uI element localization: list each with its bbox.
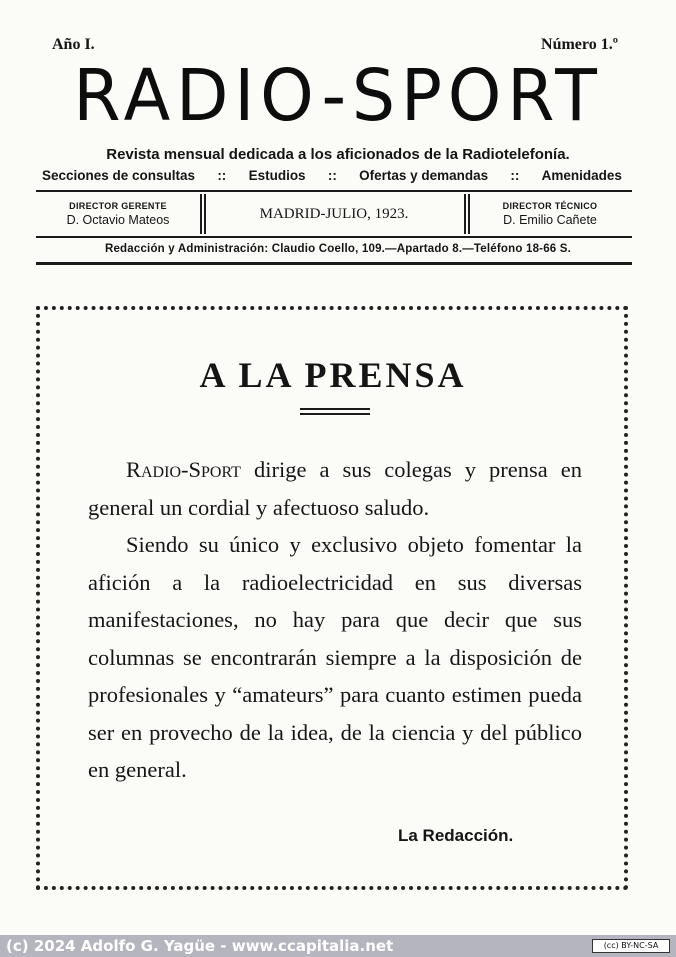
copyright-text: (c) 2024 Adolfo G. Yagüe - www.ccapitalia.net — [6, 937, 394, 955]
director-tecnico-title: DIRECTOR TÉCNICO — [502, 201, 598, 211]
divider — [200, 194, 202, 234]
issue-number: Número 1.º — [541, 36, 618, 53]
director-tecnico-name: D. Emilio Cañete — [503, 213, 597, 227]
tagline: Revista mensual dedicada a los aficionados de la Radiotelefonía. — [106, 146, 570, 163]
article-body — [88, 451, 582, 789]
section-estudios: Estudios — [248, 168, 306, 183]
separator: :: — [217, 168, 227, 183]
paragraph — [88, 451, 582, 526]
section-consultas: Secciones de consultas — [42, 168, 196, 183]
section-ofertas: Ofertas y demandas — [359, 168, 489, 183]
signature: La Redacción. — [398, 826, 514, 845]
separator: :: — [327, 168, 337, 183]
masthead-title: RADIO-SPORT — [73, 54, 603, 137]
director-tecnico — [468, 192, 632, 236]
license-badge: (cc) BY-NC-SA — [592, 939, 670, 953]
director-gerente-title: DIRECTOR GERENTE — [69, 201, 167, 211]
issue-date: MADRID-JULIO, 1923. — [259, 206, 409, 222]
year-label: Año I. — [52, 36, 95, 53]
sections-line — [42, 168, 622, 183]
separator: :: — [510, 168, 520, 183]
director-gerente — [36, 192, 200, 236]
title-underline — [300, 413, 370, 415]
title-underline — [300, 408, 370, 410]
divider — [36, 262, 632, 265]
directors-bar — [36, 192, 632, 236]
director-gerente-name: D. Octavio Mateos — [66, 213, 170, 227]
article-title: A LA PRENSA — [199, 355, 467, 395]
paragraph-text: dirige a sus colegas y prensa en general un cordial y afectuoso saludo. — [88, 457, 582, 520]
address-line: Redacción y Administración: Claudio Coello, 109.—Apartado 8.—Teléfono 18-66 S. — [104, 243, 572, 255]
section-amenidades: Amenidades — [541, 168, 622, 183]
divider — [36, 236, 632, 238]
divider — [464, 194, 466, 234]
publication-name: Radio-Sport — [126, 457, 241, 482]
paragraph: Siendo su único y exclusivo objeto fomentar la afición a la radioelectricidad en sus diversas manifestaciones, no hay para que decir que sus columnas se encontrarán siempre a la disposición de profesionales y “amateurs” para cuanto estimen pueda ser en provecho de la idea, de la ciencia y del público en general. — [88, 532, 582, 782]
